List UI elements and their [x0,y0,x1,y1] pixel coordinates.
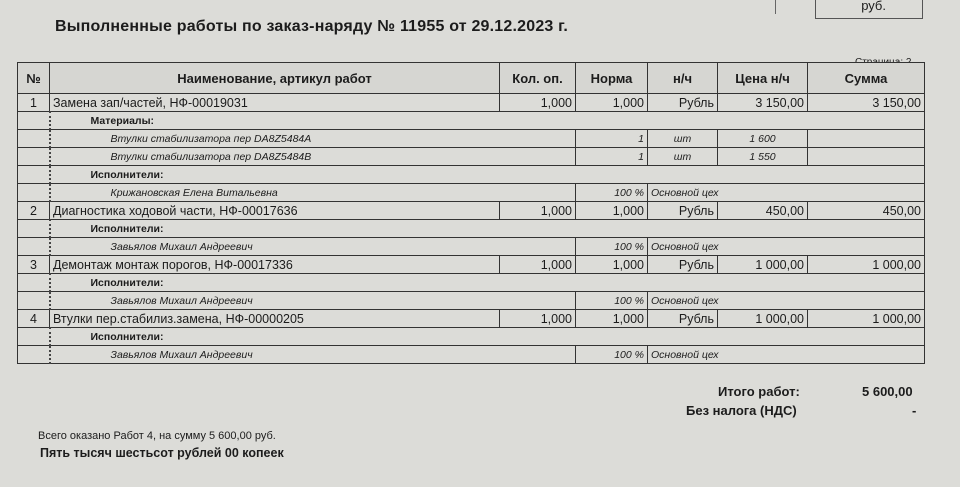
col-header-norm: Норма [576,63,648,94]
works-table [17,62,925,364]
job-number: 3 [18,256,50,274]
performer-row [18,292,925,310]
job-price: 1 000,00 [718,256,808,274]
job-number: 1 [18,94,50,112]
job-qty: 1,000 [500,256,576,274]
performer-percent: 100 % [576,292,648,310]
col-header-no: № [18,63,50,94]
material-qty: 1 [576,148,648,166]
job-price: 1 000,00 [718,310,808,328]
job-norm: 1,000 [576,202,648,220]
job-name: Замена зап/частей, НФ-00019031 [50,94,500,112]
job-name: Втулки пер.стабилиз.замена, НФ-00000205 [50,310,500,328]
job-name: Диагностика ходовой части, НФ-00017636 [50,202,500,220]
performer-name: Крижановская Елена Витальевна [50,184,576,202]
material-name: Втулки стабилизатора пер DA8Z5484B [50,148,576,166]
performer-name: Завьялов Михаил Андреевич [50,346,576,364]
performer-name: Завьялов Михаил Андреевич [50,292,576,310]
material-row [18,148,925,166]
performers-label: Исполнители: [50,166,925,184]
table-row [18,310,925,328]
amount-in-words: Пять тысяч шестьсот рублей 00 копеек [40,446,284,460]
job-sum: 1 000,00 [808,310,925,328]
job-sum: 450,00 [808,202,925,220]
job-unit: Рубль [648,310,718,328]
job-sum: 1 000,00 [808,256,925,274]
summary-line: Всего оказано Работ 4, на сумму 5 600,00 руб. [38,430,276,442]
total-works-value: 5 600,00 [862,384,913,399]
performer-shop: Основной цех [648,184,925,202]
job-name: Демонтаж монтаж порогов, НФ-00017336 [50,256,500,274]
job-unit: Рубль [648,94,718,112]
performers-header-row [18,274,925,292]
table-header-row [18,63,925,94]
currency-box: руб. [815,0,923,19]
material-row [18,130,925,148]
performers-label: Исполнители: [50,328,925,346]
job-price: 3 150,00 [718,94,808,112]
performers-label: Исполнители: [50,274,925,292]
material-name: Втулки стабилизатора пер DA8Z5484A [50,130,576,148]
performer-name: Завьялов Михаил Андреевич [50,238,576,256]
performer-shop: Основной цех [648,346,925,364]
table-row [18,94,925,112]
job-norm: 1,000 [576,94,648,112]
performer-percent: 100 % [576,238,648,256]
materials-label: Материалы: [50,112,925,130]
job-qty: 1,000 [500,202,576,220]
job-unit: Рубль [648,256,718,274]
job-price: 450,00 [718,202,808,220]
performer-percent: 100 % [576,346,648,364]
performer-row [18,238,925,256]
performers-header-row [18,166,925,184]
tax-value: - [912,403,917,418]
top-divider [775,0,776,14]
job-sum: 3 150,00 [808,94,925,112]
performer-shop: Основной цех [648,238,925,256]
job-qty: 1,000 [500,310,576,328]
performers-header-row [18,220,925,238]
performers-label: Исполнители: [50,220,925,238]
job-unit: Рубль [648,202,718,220]
job-number: 2 [18,202,50,220]
material-unit: шт [648,130,718,148]
performer-row [18,346,925,364]
job-number: 4 [18,310,50,328]
performers-header-row [18,328,925,346]
col-header-qty: Кол. оп. [500,63,576,94]
job-norm: 1,000 [576,256,648,274]
material-price: 1 600 [718,130,808,148]
tax-label: Без налога (НДС) [686,403,797,418]
table-row [18,256,925,274]
col-header-name: Наименование, артикул работ [50,63,500,94]
material-price: 1 550 [718,148,808,166]
col-header-unit: н/ч [648,63,718,94]
job-qty: 1,000 [500,94,576,112]
total-works-label: Итого работ: [718,384,800,399]
table-row [18,202,925,220]
materials-header-row [18,112,925,130]
col-header-sum: Сумма [808,63,925,94]
document-title: Выполненные работы по заказ-наряду № 11955 от 29.12.2023 г. [55,18,569,35]
performer-shop: Основной цех [648,292,925,310]
job-norm: 1,000 [576,310,648,328]
material-unit: шт [648,148,718,166]
performer-percent: 100 % [576,184,648,202]
col-header-price: Цена н/ч [718,63,808,94]
material-qty: 1 [576,130,648,148]
performer-row [18,184,925,202]
